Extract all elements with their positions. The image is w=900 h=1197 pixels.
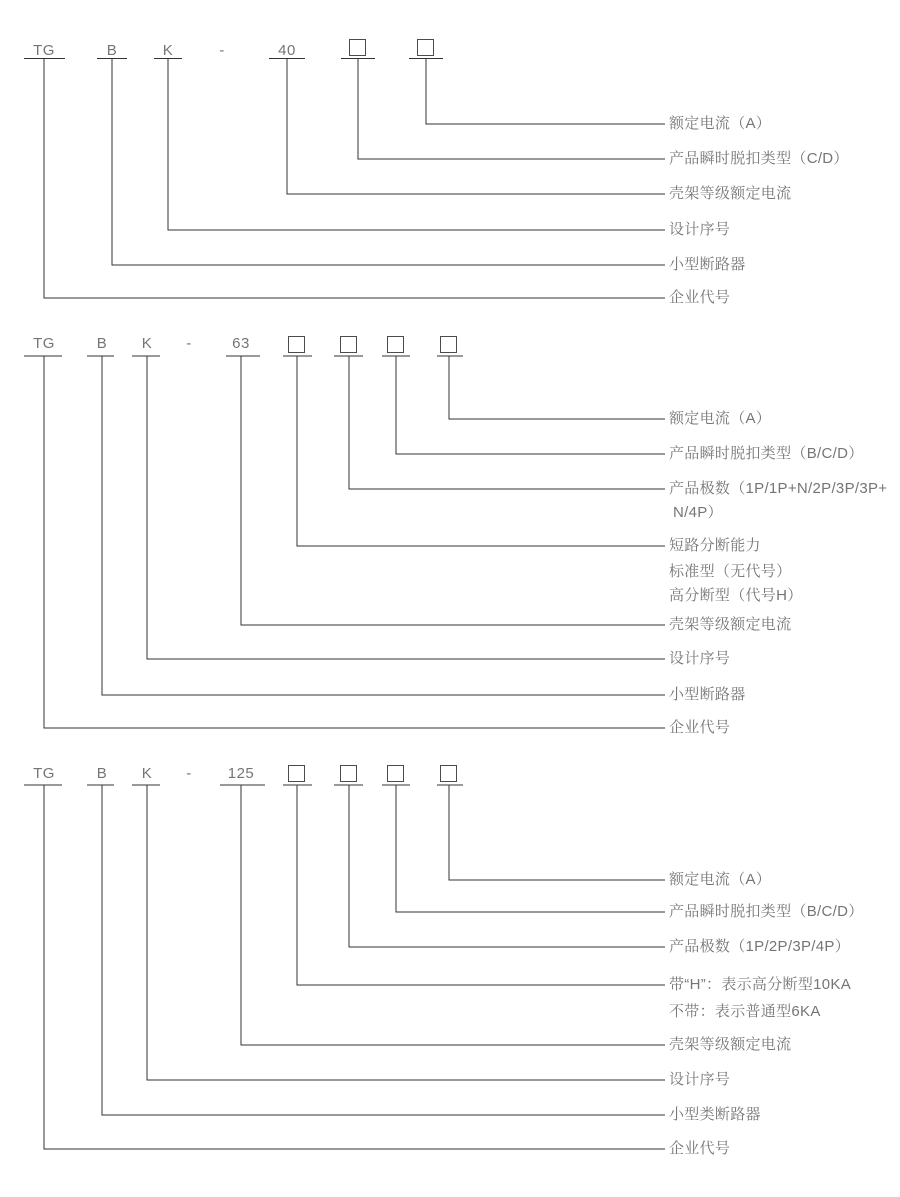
s3-label-breaker-type: 小型类断路器 [669, 1106, 761, 1123]
s3-code-separator: - [186, 765, 192, 782]
connector-line [297, 785, 665, 985]
connector-line [44, 59, 665, 299]
s3-placeholder-box-3 [387, 765, 404, 782]
s3-connectors [44, 785, 665, 1149]
s2-code-design: K [141, 335, 153, 352]
s1-code-mcb: B [106, 42, 118, 59]
s1-connectors [44, 59, 665, 299]
s1-code-company: TG [33, 42, 55, 59]
connector-line [241, 785, 665, 1045]
s2-label-company-code: 企业代号 [669, 719, 731, 736]
connector-line [449, 356, 665, 419]
s3-label-h-code-line1: 带“H”：表示高分断型10KA [669, 976, 852, 993]
s1-placeholder-box-2 [417, 39, 434, 56]
s3-label-company-code: 企业代号 [669, 1140, 731, 1157]
s1-code-frame-current: 40 [278, 42, 296, 59]
connector-line [44, 356, 665, 728]
connector-line [112, 59, 665, 266]
s2-label-breaking-capacity-line1: 短路分断能力 [669, 537, 761, 554]
s2-connectors [44, 356, 665, 728]
s3-label-poles: 产品极数（1P/2P/3P/4P） [669, 938, 850, 955]
connector-line [449, 785, 665, 880]
s3-code-design: K [141, 765, 153, 782]
connector-line [287, 59, 665, 195]
s1-label-frame-current: 壳架等级额定电流 [669, 185, 792, 202]
s2-code-separator: - [186, 335, 192, 352]
s3-placeholder-box-1 [288, 765, 305, 782]
s1-label-rated-current: 额定电流（A） [669, 115, 772, 132]
s3-label-frame-current: 壳架等级额定电流 [669, 1036, 792, 1053]
s3-code-frame-current: 125 [227, 765, 255, 782]
s2-code-frame-current: 63 [232, 335, 250, 352]
s2-label-frame-current: 壳架等级额定电流 [669, 616, 792, 633]
s1-label-trip-type: 产品瞬时脱扣类型（C/D） [669, 150, 849, 167]
s2-label-poles-line1: 产品极数（1P/1P+N/2P/3P/3P+ [669, 480, 888, 497]
s3-placeholder-box-4 [440, 765, 457, 782]
connector-line [358, 59, 665, 160]
connector-line [147, 356, 665, 659]
s2-code-mcb: B [96, 335, 108, 352]
s3-label-design-serial: 设计序号 [669, 1071, 731, 1088]
s1-placeholder-box-1 [349, 39, 366, 56]
connector-line [102, 785, 665, 1115]
s2-label-poles-line2: N/4P） [673, 504, 723, 521]
connector-line [297, 356, 665, 546]
s2-placeholder-box-3 [387, 336, 404, 353]
s2-placeholder-box-1 [288, 336, 305, 353]
s2-label-breaker-type: 小型断路器 [669, 686, 746, 703]
s1-label-design-serial: 设计序号 [669, 221, 731, 238]
s2-code-company: TG [33, 335, 55, 352]
s1-code-design: K [162, 42, 174, 59]
connector-line [396, 356, 665, 454]
connector-line [396, 785, 665, 912]
s3-label-rated-current: 额定电流（A） [669, 871, 772, 888]
s2-placeholder-box-2 [340, 336, 357, 353]
connector-line [44, 785, 665, 1149]
s3-code-company: TG [33, 765, 55, 782]
s2-label-breaking-capacity-line2: 标准型（无代号） [669, 563, 792, 580]
connector-line [241, 356, 665, 625]
s2-label-rated-current: 额定电流（A） [669, 410, 772, 427]
connector-line [168, 59, 665, 231]
connector-line [426, 59, 665, 125]
connector-line [147, 785, 665, 1080]
s3-label-h-code-line2: 不带：表示普通型6KA [669, 1003, 821, 1020]
connector-line [102, 356, 665, 695]
s1-label-breaker-type: 小型断路器 [669, 256, 746, 273]
s2-label-design-serial: 设计序号 [669, 650, 731, 667]
s2-label-trip-type: 产品瞬时脱扣类型（B/C/D） [669, 445, 864, 462]
s3-placeholder-box-2 [340, 765, 357, 782]
s2-label-breaking-capacity-line3: 高分断型（代号H） [669, 587, 803, 604]
s3-label-trip-type: 产品瞬时脱扣类型（B/C/D） [669, 903, 864, 920]
s3-code-mcb: B [96, 765, 108, 782]
s1-code-separator: - [219, 42, 225, 59]
s1-label-company-code: 企业代号 [669, 289, 731, 306]
s2-placeholder-box-4 [440, 336, 457, 353]
